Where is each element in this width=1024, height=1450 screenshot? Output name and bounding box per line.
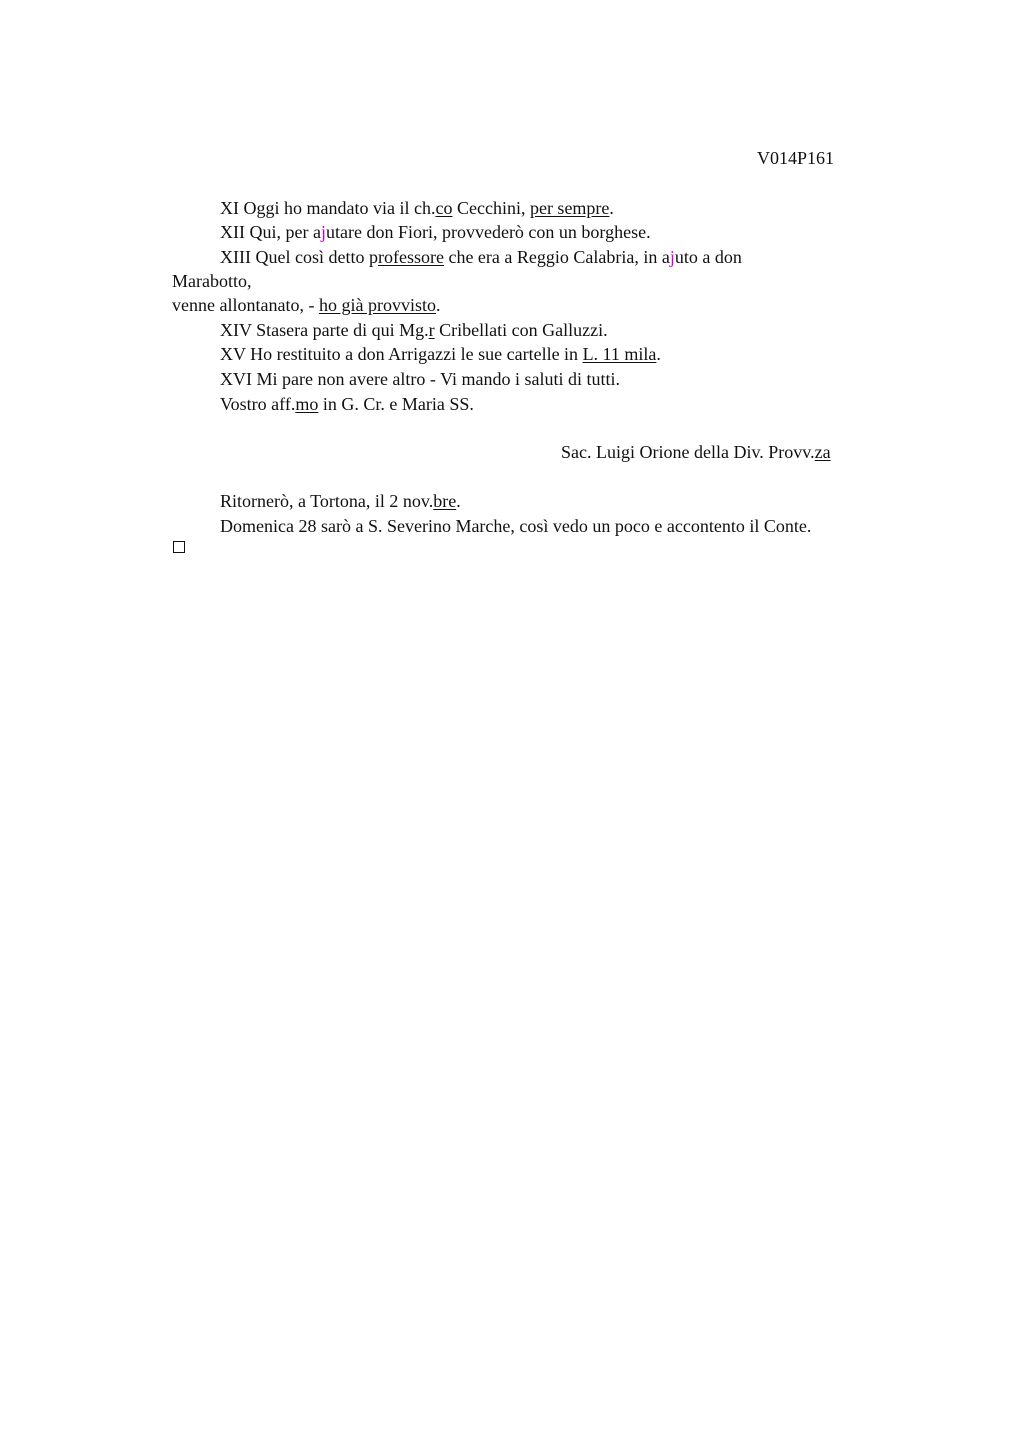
- text: .: [435, 295, 441, 315]
- text: che era a Reggio Calabria, in a: [443, 247, 670, 267]
- underlined-text: rofessore: [377, 247, 444, 267]
- text: in G. Cr. e Maria SS.: [318, 394, 474, 414]
- text: Cribellati con Galluzzi.: [434, 320, 608, 340]
- underlined-text: ho già provvisto: [318, 295, 436, 315]
- paragraph-xi: [220, 196, 614, 220]
- highlighted-letter: j: [669, 247, 675, 267]
- paragraph-xiii-cont: [172, 293, 440, 317]
- postscript-sunday: [220, 514, 811, 538]
- underlined-text: za: [814, 442, 831, 462]
- underlined-text: r: [428, 320, 435, 340]
- text: XIV Stasera parte di qui Mg.: [220, 320, 429, 340]
- empty-box-icon: [173, 541, 185, 553]
- postscript-return: [220, 489, 461, 513]
- paragraph-xiii: [220, 245, 742, 269]
- paragraph-xii: [220, 220, 651, 244]
- text: Ritornerò, a Tortona, il 2 nov.: [220, 491, 434, 511]
- text: Cecchini,: [452, 198, 530, 218]
- text: XV Ho restituito a don Arrigazzi le sue cartelle in: [220, 344, 583, 364]
- underlined-text: per sempre: [529, 198, 610, 218]
- text: Marabotto,: [172, 271, 252, 291]
- signature: [561, 440, 831, 464]
- paragraph-xiii-cont: [172, 269, 251, 293]
- text: .: [456, 491, 461, 511]
- underlined-text: mo: [295, 394, 319, 414]
- text: Vostro aff.: [220, 394, 296, 414]
- text: XVI Mi pare non avere altro - Vi mando i saluti di tutti.: [220, 369, 620, 389]
- underlined-text: co: [435, 198, 453, 218]
- paragraph-xvi: [220, 367, 620, 391]
- underlined-text: bre: [433, 491, 457, 511]
- document-id: V014P161: [757, 148, 835, 168]
- closing: [220, 392, 474, 416]
- text: .: [609, 198, 614, 218]
- text: uto a don: [674, 247, 742, 267]
- text: Domenica 28 sarò a S. Severino Marche, così vedo un poco e accontento il Conte.: [220, 516, 812, 536]
- text: .: [656, 344, 661, 364]
- highlighted-letter: j: [320, 222, 326, 242]
- text: XIII Quel così detto p: [220, 247, 378, 267]
- paragraph-xiv: [220, 318, 608, 342]
- text: Sac. Luigi Orione della Div. Provv.: [561, 442, 815, 462]
- text: XII Qui, per a: [220, 222, 321, 242]
- underlined-text: L. 11 mila: [582, 344, 657, 364]
- text: venne allontanato, -: [172, 295, 319, 315]
- text: utare don Fiori, provvederò con un borghese.: [325, 222, 651, 242]
- paragraph-xv: [220, 342, 661, 366]
- text: XI Oggi ho mandato via il ch.: [220, 198, 436, 218]
